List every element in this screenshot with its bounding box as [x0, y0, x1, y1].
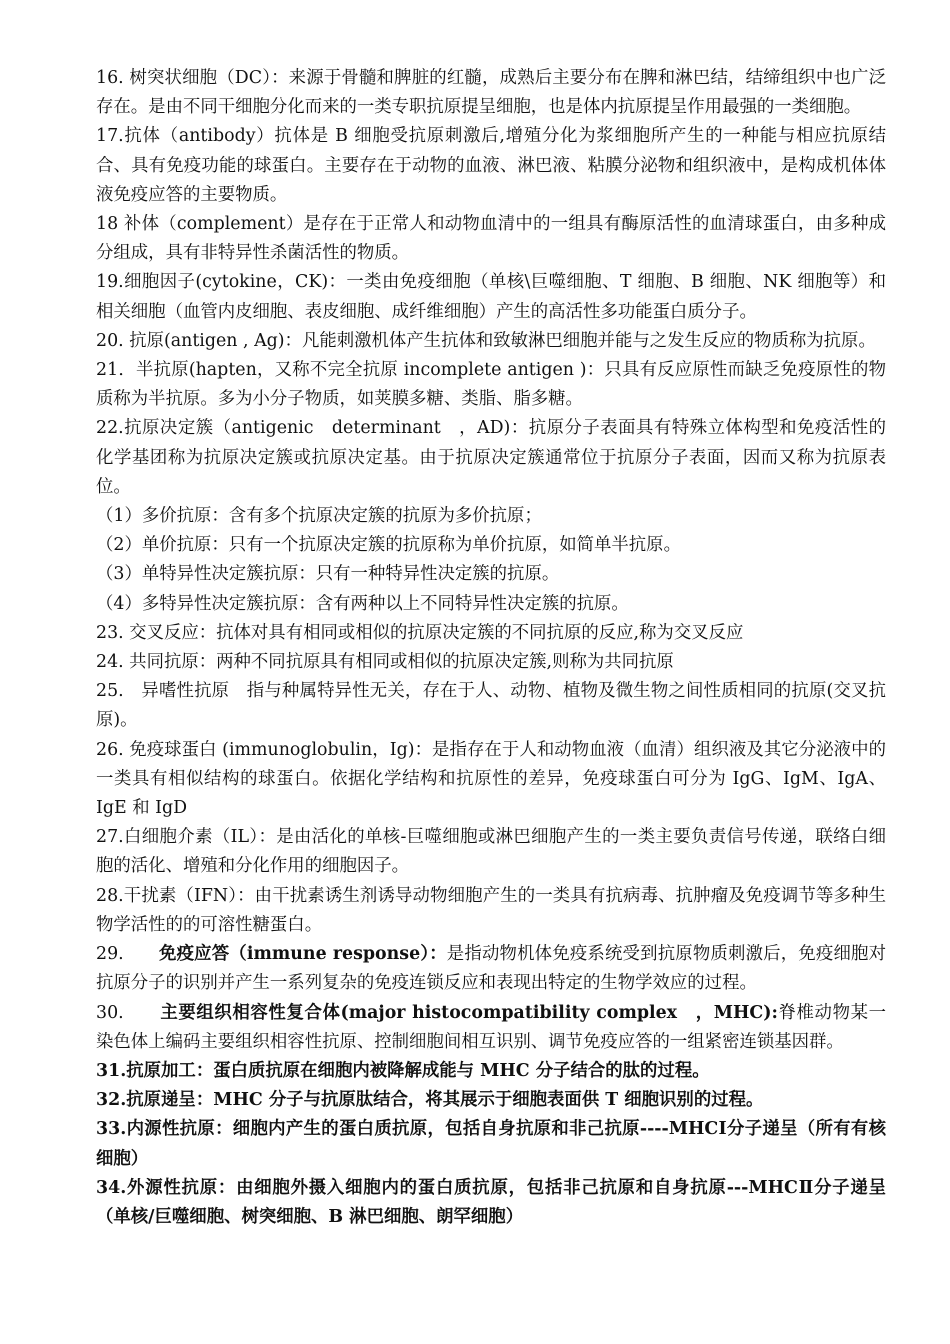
entry-21: 21．半抗原(hapten，又称不完全抗原 incomplete antigen )：只具有反应原性而缺乏免疫原性的物质称为半抗原。多为小分子物质，如荚膜多糖、类脂、脂多糖。: [96, 360, 886, 410]
entry-29: [96, 940, 886, 998]
entry-33: 33.内源性抗原：细胞内产生的蛋白质抗原，包括自身抗原和非己抗原----MHCⅠ分子递呈（所有有核细胞）: [96, 1119, 886, 1169]
entry-31: 31.抗原加工：蛋白质抗原在细胞内被降解成能与 MHC 分子结合的肽的过程。: [96, 1060, 710, 1081]
entry-30-term: 主要组织相容性复合体(major histocompatibility complex ，MHC):: [160, 1002, 778, 1023]
entry-23: 23. 交叉反应：抗体对具有相同或相似的抗原决定簇的不同抗原的反应,称为交叉反应: [96, 622, 744, 643]
entry-30-definition: 脊椎动物某一染色体上编码主要组织相容性抗原、控制细胞间相互识别、调节免疫应答的一组紧密连锁基因群。: [96, 1002, 886, 1052]
subitem-2: （2）单价抗原：只有一个抗原决定簇的抗原称为单价抗原，如简单半抗原。: [96, 535, 681, 556]
entry-18: 18 补体（complement）是存在于正常人和动物血清中的一组具有酶原活性的血清球蛋白，由多种成分组成，具有非特异性杀菌活性的物质。: [96, 214, 886, 264]
entry-22: 22.抗原决定簇（antigenic determinant ，AD)：抗原分子表面具有特殊立体构型和免疫活性的化学基团称为抗原决定簇或抗原决定基。由于抗原决定簇通常位于抗原分子表面，因而又称为抗原表位。: [96, 418, 886, 497]
entry-16: 16. 树突状细胞（DC）：来源于骨髓和脾脏的红髓，成熟后主要分布在脾和淋巴结，结缔组织中也广泛存在。是由不同干细胞分化而来的一类专职抗原提呈细胞，也是体内抗原提呈作用最强的一类细胞。: [96, 68, 886, 118]
document-page: [96, 64, 886, 1294]
entry-19: 19.细胞因子(cytokine，CK)：一类由免疫细胞（单核\巨噬细胞、T 细胞、B 细胞、NK 细胞等）和相关细胞（血管内皮细胞、表皮细胞、成纤维细胞）产生的高活性多功能蛋白质分子。: [96, 272, 886, 322]
entry-34: 34.外源性抗原：由细胞外摄入细胞内的蛋白质抗原，包括非己抗原和自身抗原---MHCⅡ分子递呈（单核/巨噬细胞、树突细胞、B 淋巴细胞、朗罕细胞）: [96, 1177, 886, 1227]
entry-20: 20. 抗原(antigen , Ag)：凡能刺激机体产生抗体和致敏淋巴细胞并能与之发生反应的物质称为抗原。: [96, 330, 876, 351]
entry-28: 28.干扰素（IFN）：由干扰素诱生剂诱导动物细胞产生的一类具有抗病毒、抗肿瘤及免疫调节等多种生物学活性的的可溶性糖蛋白。: [96, 885, 886, 935]
entry-25: 25. 异嗜性抗原 指与种属特异性无关，存在于人、动物、植物及微生物之间性质相同的抗原(交叉抗原)。: [96, 681, 886, 731]
entry-29-definition: 是指动物机体免疫系统受到抗原物质刺激后，免疫细胞对抗原分子的识别并产生一系列复杂的免疫连锁反应和表现出特定的生物学效应的过程。: [96, 944, 886, 994]
entry-30-number: 30.: [96, 1002, 161, 1023]
entry-27: 27.白细胞介素（IL）：是由活化的单核-巨噬细胞或淋巴细胞产生的一类主要负责信号传递，联络白细胞的活化、增殖和分化作用的细胞因子。: [96, 827, 886, 877]
subitem-1: （1）多价抗原：含有多个抗原决定簇的抗原为多价抗原；: [96, 506, 542, 527]
entry-26: 26. 免疫球蛋白 (immunoglobulin，Ig)：是指存在于人和动物血液（血清）组织液及其它分泌液中的一类具有相似结构的球蛋白。依据化学结构和抗原性的差异，免疫球蛋白可分为 IgG、IgM、IgA、IgE 和 IgD: [96, 739, 886, 819]
entry-29-term: 免疫应答（immune response）：: [159, 944, 447, 965]
subitem-4: （4）多特异性决定簇抗原：含有两种以上不同特异性决定簇的抗原。: [96, 593, 629, 614]
entry-17: 17.抗体（antibody）抗体是 B 细胞受抗原刺激后,增殖分化为浆细胞所产生的一种能与相应抗原结合、具有免疫功能的球蛋白。主要存在于动物的血液、淋巴液、粘膜分泌物和组织液中，是构成机体体液免疫应答的主要物质。: [96, 126, 886, 205]
entry-30: [96, 999, 886, 1057]
entry-29-number: 29.: [96, 944, 159, 965]
entry-32: 32.抗原递呈：MHC 分子与抗原肽结合，将其展示于细胞表面供 T 细胞识别的过程。: [96, 1090, 764, 1111]
subitem-3: （3）单特异性决定簇抗原：只有一种特异性决定簇的抗原。: [96, 564, 560, 585]
entry-24: 24. 共同抗原：两种不同抗原具有相同或相似的抗原决定簇,则称为共同抗原: [96, 652, 674, 673]
